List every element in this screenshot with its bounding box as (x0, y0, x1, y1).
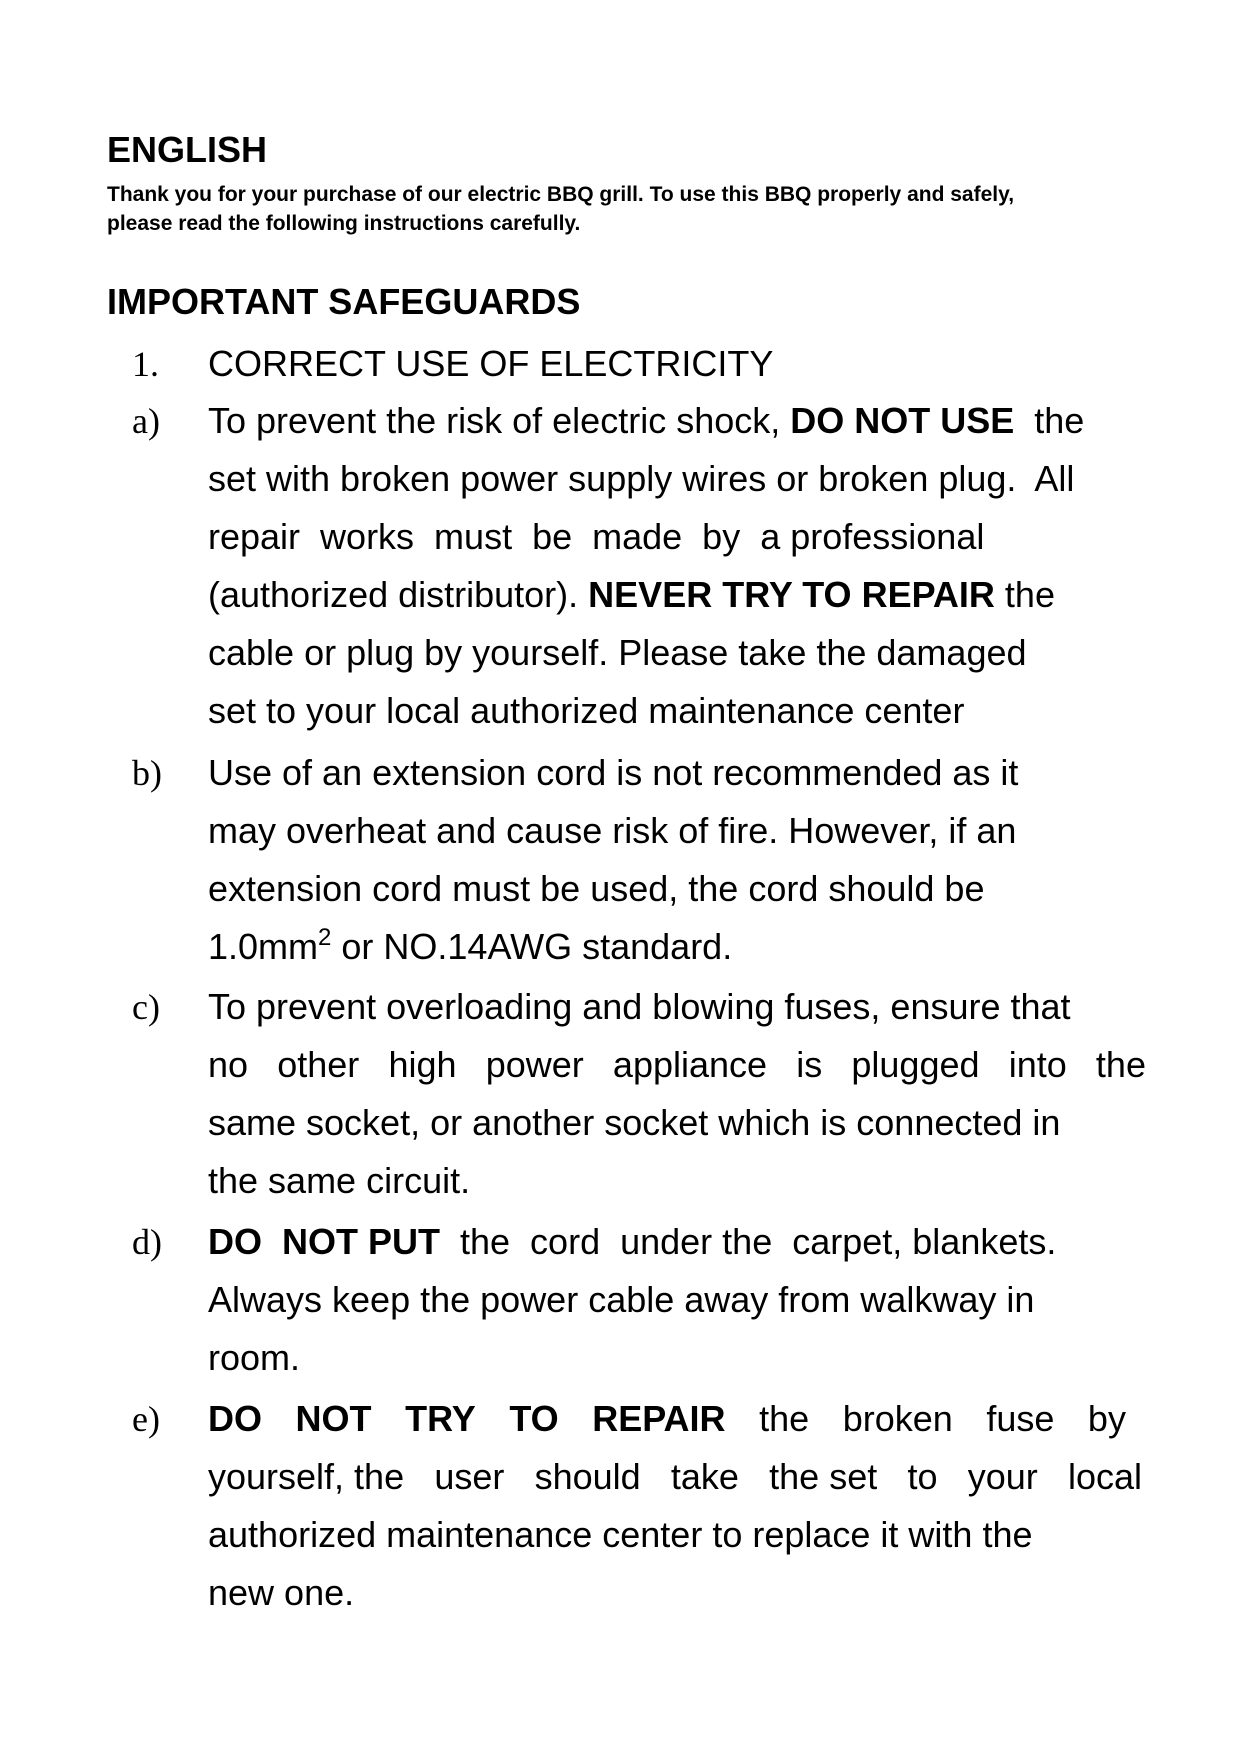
superscript-two: 2 (318, 924, 332, 951)
item-line: Always keep the power cable away from walkway in (208, 1279, 1035, 1320)
item-line: Use of an extension cord is not recommended as it (208, 752, 1019, 793)
text-run: the (1014, 400, 1085, 441)
item-line: room. (208, 1337, 301, 1378)
section-title (208, 335, 1168, 393)
bold-word: REPAIR (592, 1398, 726, 1439)
item-line (208, 1036, 1146, 1094)
word: the set (769, 1456, 878, 1497)
word: high (388, 1044, 457, 1085)
word: other (277, 1044, 360, 1085)
item-text (208, 1390, 1168, 1622)
item-text (208, 1213, 1168, 1387)
bold-word: TO (509, 1398, 559, 1439)
word: into (1008, 1044, 1067, 1085)
intro-paragraph (107, 180, 1167, 238)
intro-line: please read the following instructions carefully. (107, 212, 581, 235)
item-line: set with broken power supply wires or broken plug. All (208, 458, 1075, 499)
item-line: the same circuit. (208, 1160, 471, 1201)
intro-line: Thank you for your purchase of our electric BBQ grill. To use this BBQ properly and safely, (107, 183, 1015, 206)
word: to (907, 1456, 938, 1497)
item-line: To prevent overloading and blowing fuses, ensure that (208, 986, 1071, 1027)
item-text (208, 392, 1168, 740)
text-run: or NO.14AWG standard. (331, 926, 733, 967)
word: take (670, 1456, 739, 1497)
word: the (759, 1398, 810, 1439)
word: by (1087, 1398, 1126, 1439)
section-title-text: CORRECT USE OF ELECTRICITY (208, 343, 774, 384)
text-run: To prevent the risk of electric shock, (208, 400, 791, 441)
word: plugged (851, 1044, 980, 1085)
item-text (208, 978, 1168, 1210)
item-line: authorized maintenance center to replace it with the (208, 1514, 1033, 1555)
word: should (534, 1456, 641, 1497)
item-line: cable or plug by yourself. Please take the damaged (208, 632, 1027, 673)
language-heading: ENGLISH (107, 129, 268, 170)
item-line: repair works must be made by a professional (208, 516, 985, 557)
item-marker: b) (132, 753, 162, 793)
item-marker: d) (132, 1222, 162, 1262)
word: your (967, 1456, 1038, 1497)
section-number: 1. (132, 344, 159, 384)
word: broken (842, 1398, 953, 1439)
word: power (485, 1044, 584, 1085)
item-marker: a) (132, 401, 160, 441)
text-run: the (994, 574, 1055, 615)
bold-word: TRY (405, 1398, 476, 1439)
item-line (208, 1448, 1142, 1506)
item-line (208, 1390, 1126, 1448)
safeguards-heading: IMPORTANT SAFEGUARDS (107, 281, 581, 322)
bold-warning: DO NOT USE (790, 400, 1015, 441)
item-line (208, 918, 1168, 976)
item-text (208, 744, 1168, 976)
bold-word: NOT (295, 1398, 372, 1439)
word: fuse (986, 1398, 1055, 1439)
word: yourself, the (208, 1456, 405, 1497)
bold-word: DO (208, 1398, 262, 1439)
word: the (1095, 1044, 1146, 1085)
word: no (208, 1044, 249, 1085)
item-line: set to your local authorized maintenance center (208, 690, 965, 731)
item-line (208, 392, 1168, 450)
item-line (208, 566, 1168, 624)
item-line: new one. (208, 1572, 355, 1613)
word: local (1067, 1456, 1142, 1497)
text-run: 1.0mm (208, 926, 319, 967)
text-run: (authorized distributor). (208, 574, 589, 615)
item-line: same socket, or another socket which is connected in (208, 1102, 1061, 1143)
item-marker: c) (132, 987, 160, 1027)
text-run: the cord under the carpet, blankets. (440, 1221, 1057, 1262)
item-line: extension cord must be used, the cord should be (208, 868, 985, 909)
bold-warning: NEVER TRY TO REPAIR (588, 574, 995, 615)
item-line (208, 1213, 1168, 1271)
word: is (796, 1044, 823, 1085)
word: user (434, 1456, 505, 1497)
item-line: may overheat and cause risk of fire. However, if an (208, 810, 1017, 851)
item-marker: e) (132, 1399, 160, 1439)
word: appliance (612, 1044, 768, 1085)
bold-warning: DO NOT PUT (208, 1221, 440, 1262)
